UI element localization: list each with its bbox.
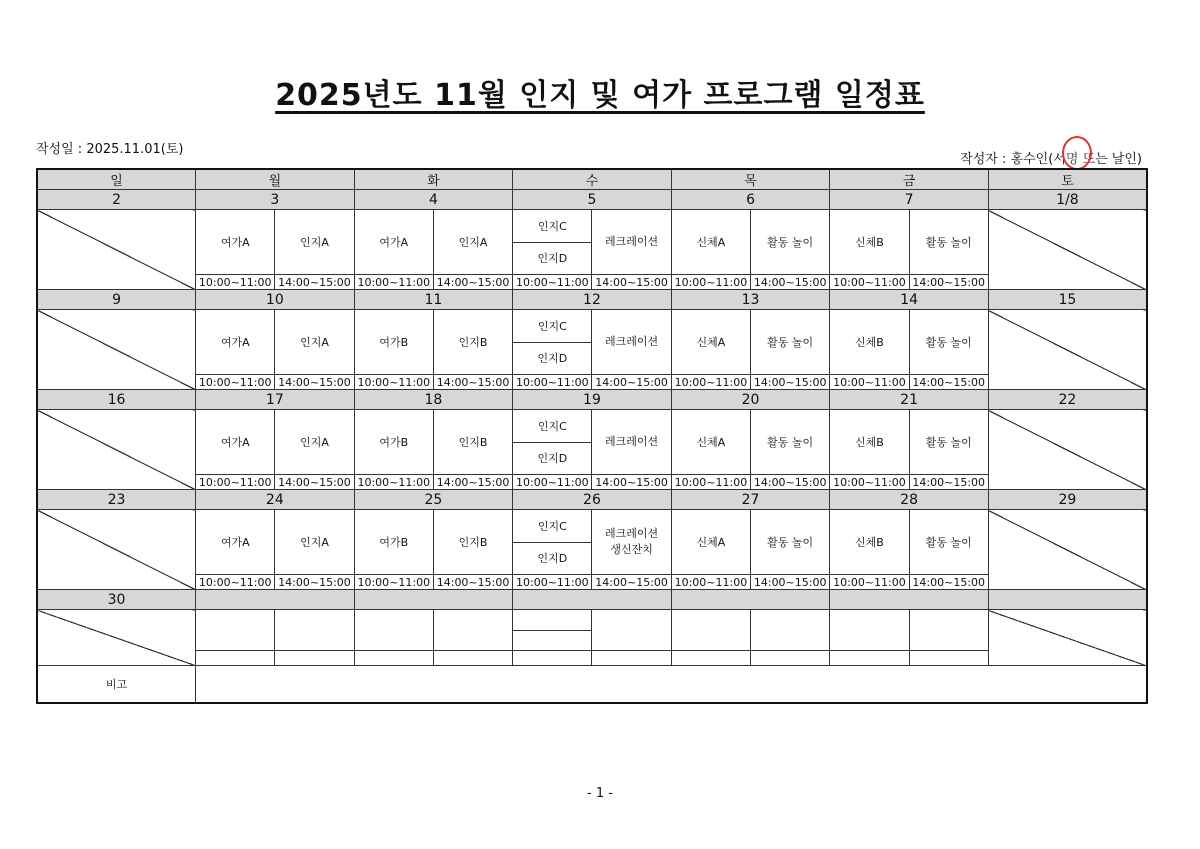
program-cell: 활동 놀이 xyxy=(751,310,830,375)
program-cell: 활동 놀이 xyxy=(751,210,830,275)
time-cell: 10:00~11:00 xyxy=(830,375,909,390)
time-cell: 14:00~15:00 xyxy=(909,475,988,490)
wed-stack xyxy=(513,610,591,650)
program-cell xyxy=(275,610,354,651)
program-cell: 신체A xyxy=(671,410,750,475)
program-cell: 인지A xyxy=(275,410,354,475)
program-cell xyxy=(196,610,275,651)
date-cell: 28 xyxy=(830,490,989,510)
date-cell: 25 xyxy=(354,490,513,510)
time-cell: 10:00~11:00 xyxy=(513,275,592,290)
time-cell: 14:00~15:00 xyxy=(275,375,354,390)
time-cell xyxy=(909,651,988,666)
seal-stamp xyxy=(1062,136,1092,170)
program-cell-split xyxy=(513,610,592,651)
page-number: - 1 - xyxy=(587,786,613,801)
program-cell: 인지C xyxy=(537,519,567,533)
program-cell xyxy=(433,610,512,651)
date-sun: 2 xyxy=(37,190,196,210)
date-cell: 7 xyxy=(830,190,989,210)
date-sun: 30 xyxy=(37,590,196,610)
time-row xyxy=(37,651,1147,666)
program-cell: 여가B xyxy=(354,510,433,575)
weekday-mon: 월 xyxy=(196,169,355,190)
program-cell: 신체B xyxy=(830,310,909,375)
date-cell: 26 xyxy=(513,490,672,510)
time-cell: 10:00~11:00 xyxy=(830,575,909,590)
program-label: 레크레이션 xyxy=(605,435,659,448)
program-label: 레크레이션 xyxy=(605,335,659,348)
date-cell xyxy=(354,590,513,610)
time-cell xyxy=(751,651,830,666)
remark-row xyxy=(37,666,1147,704)
wed-stack xyxy=(513,210,591,274)
program-cell-split xyxy=(513,410,592,475)
time-cell: 14:00~15:00 xyxy=(592,275,671,290)
date-sun: 16 xyxy=(37,390,196,410)
program-cell: 신체B xyxy=(830,410,909,475)
program-cell xyxy=(592,210,671,275)
date-cell: 3 xyxy=(196,190,355,210)
weekday-fri: 금 xyxy=(830,169,989,190)
time-row xyxy=(37,575,1147,590)
time-cell: 10:00~11:00 xyxy=(513,575,592,590)
weekday-wed: 수 xyxy=(513,169,672,190)
time-row xyxy=(37,375,1147,390)
program-cell: 인지D xyxy=(513,542,591,575)
program-cell: 신체A xyxy=(671,210,750,275)
time-cell: 10:00~11:00 xyxy=(513,475,592,490)
date-cell: 18 xyxy=(354,390,513,410)
weekday-header-row xyxy=(37,169,1147,190)
time-cell: 14:00~15:00 xyxy=(909,575,988,590)
date-cell: 13 xyxy=(671,290,830,310)
date-cell: 10 xyxy=(196,290,355,310)
time-cell: 14:00~15:00 xyxy=(909,375,988,390)
time-cell xyxy=(671,651,750,666)
program-cell: 인지D xyxy=(513,342,591,375)
program-cell xyxy=(592,410,671,475)
time-cell: 14:00~15:00 xyxy=(751,275,830,290)
empty-sunday-cell xyxy=(37,610,196,666)
date-cell: 20 xyxy=(671,390,830,410)
program-cell: 인지D xyxy=(513,242,591,275)
date-sat xyxy=(988,590,1147,610)
time-cell: 10:00~11:00 xyxy=(354,575,433,590)
date-cell xyxy=(513,590,672,610)
program-cell: 신체A xyxy=(671,510,750,575)
time-cell: 10:00~11:00 xyxy=(354,475,433,490)
date-cell xyxy=(196,590,355,610)
date-row xyxy=(37,190,1147,210)
time-cell: 14:00~15:00 xyxy=(433,375,512,390)
empty-saturday-cell xyxy=(988,610,1147,666)
time-cell: 10:00~11:00 xyxy=(513,375,592,390)
date-row xyxy=(37,290,1147,310)
program-cell: 활동 놀이 xyxy=(751,510,830,575)
time-cell: 10:00~11:00 xyxy=(354,375,433,390)
time-cell xyxy=(196,651,275,666)
program-cell xyxy=(354,610,433,651)
program-cell: 인지B xyxy=(433,410,512,475)
program-cell xyxy=(909,610,988,651)
program-cell: 여가B xyxy=(354,410,433,475)
program-cell: 활동 놀이 xyxy=(751,410,830,475)
program-cell: 여가A xyxy=(196,310,275,375)
date-row xyxy=(37,390,1147,410)
program-label: 레크레이션 xyxy=(605,527,659,540)
time-cell: 14:00~15:00 xyxy=(751,375,830,390)
empty-sunday-cell xyxy=(37,310,196,390)
program-cell: 신체B xyxy=(830,510,909,575)
program-cell: 인지A xyxy=(275,210,354,275)
time-cell: 14:00~15:00 xyxy=(433,475,512,490)
time-cell: 14:00~15:00 xyxy=(592,375,671,390)
program-cell: 인지B xyxy=(433,510,512,575)
time-cell: 14:00~15:00 xyxy=(275,575,354,590)
page-title-text: 2025년도 11월 인지 및 여가 프로그램 일정표 xyxy=(275,78,925,113)
program-cell-split xyxy=(513,310,592,375)
empty-saturday-cell xyxy=(988,510,1147,590)
time-cell: 10:00~11:00 xyxy=(671,575,750,590)
time-cell: 10:00~11:00 xyxy=(196,375,275,390)
time-cell: 14:00~15:00 xyxy=(433,575,512,590)
empty-saturday-cell xyxy=(988,410,1147,490)
program-cell: 여가A xyxy=(196,210,275,275)
program-cell: 여가A xyxy=(196,410,275,475)
program-cell: 여가A xyxy=(196,510,275,575)
weekday-thu: 목 xyxy=(671,169,830,190)
time-cell: 10:00~11:00 xyxy=(671,475,750,490)
remark-content xyxy=(196,666,1147,704)
time-cell: 10:00~11:00 xyxy=(196,475,275,490)
date-cell: 24 xyxy=(196,490,355,510)
program-cell xyxy=(592,510,671,575)
weekday-sun: 일 xyxy=(37,169,196,190)
program-cell: 신체A xyxy=(671,310,750,375)
program-cell: 활동 놀이 xyxy=(909,510,988,575)
program-cell: 여가B xyxy=(354,310,433,375)
time-cell xyxy=(830,651,909,666)
date-sun: 23 xyxy=(37,490,196,510)
program-cell: 인지D xyxy=(513,442,591,475)
time-cell: 10:00~11:00 xyxy=(196,275,275,290)
author-line: 작성자 : 홍수인(서명 또는 날인) xyxy=(960,152,1142,167)
time-cell xyxy=(275,651,354,666)
empty-sunday-cell xyxy=(37,210,196,290)
date-cell: 17 xyxy=(196,390,355,410)
time-cell: 14:00~15:00 xyxy=(751,575,830,590)
date-cell xyxy=(830,590,989,610)
program-cell: 활동 놀이 xyxy=(909,410,988,475)
program-cell-split xyxy=(513,210,592,275)
date-sat: 15 xyxy=(988,290,1147,310)
date-cell: 4 xyxy=(354,190,513,210)
wed-stack xyxy=(513,310,591,374)
time-cell xyxy=(354,651,433,666)
program-cell: 인지C xyxy=(537,319,567,333)
time-cell: 14:00~15:00 xyxy=(275,475,354,490)
time-row xyxy=(37,475,1147,490)
time-cell: 14:00~15:00 xyxy=(592,575,671,590)
created-date: 작성일 : 2025.11.01(토) xyxy=(36,142,184,157)
time-cell: 10:00~11:00 xyxy=(830,475,909,490)
time-cell xyxy=(592,651,671,666)
program-label: 생신잔치 xyxy=(610,543,653,556)
time-cell: 14:00~15:00 xyxy=(909,275,988,290)
program-cell xyxy=(592,310,671,375)
program-cell: 인지A xyxy=(275,310,354,375)
remark-label: 비고 xyxy=(37,666,196,704)
program-cell xyxy=(513,630,591,651)
program-cell xyxy=(513,610,591,630)
program-cell xyxy=(671,610,750,651)
program-row xyxy=(37,310,1147,375)
wed-stack xyxy=(513,410,591,474)
program-cell: 인지A xyxy=(433,210,512,275)
program-cell: 인지B xyxy=(433,310,512,375)
empty-sunday-cell xyxy=(37,510,196,590)
date-cell: 12 xyxy=(513,290,672,310)
program-cell xyxy=(751,610,830,651)
program-cell: 활동 놀이 xyxy=(909,310,988,375)
date-cell xyxy=(671,590,830,610)
date-cell: 19 xyxy=(513,390,672,410)
date-cell: 11 xyxy=(354,290,513,310)
page-title xyxy=(0,70,1200,114)
empty-saturday-cell xyxy=(988,210,1147,290)
time-cell xyxy=(433,651,512,666)
empty-saturday-cell xyxy=(988,310,1147,390)
time-cell: 10:00~11:00 xyxy=(671,375,750,390)
empty-sunday-cell xyxy=(37,410,196,490)
time-cell: 10:00~11:00 xyxy=(830,275,909,290)
time-cell: 10:00~11:00 xyxy=(196,575,275,590)
program-cell xyxy=(592,610,671,651)
program-row xyxy=(37,510,1147,575)
time-cell: 14:00~15:00 xyxy=(592,475,671,490)
program-row xyxy=(37,610,1147,651)
date-sat: 22 xyxy=(988,390,1147,410)
program-row xyxy=(37,210,1147,275)
program-cell: 활동 놀이 xyxy=(909,210,988,275)
time-cell xyxy=(513,651,592,666)
time-cell: 10:00~11:00 xyxy=(354,275,433,290)
program-cell: 인지C xyxy=(537,219,567,233)
schedule-table xyxy=(36,168,1148,704)
program-cell-split xyxy=(513,510,592,575)
date-cell: 14 xyxy=(830,290,989,310)
program-cell xyxy=(830,610,909,651)
time-cell: 14:00~15:00 xyxy=(751,475,830,490)
date-cell: 6 xyxy=(671,190,830,210)
date-cell: 5 xyxy=(513,190,672,210)
time-cell: 14:00~15:00 xyxy=(275,275,354,290)
date-cell: 21 xyxy=(830,390,989,410)
program-cell: 신체B xyxy=(830,210,909,275)
wed-stack xyxy=(513,510,591,574)
time-cell: 14:00~15:00 xyxy=(433,275,512,290)
program-cell: 여가A xyxy=(354,210,433,275)
date-row xyxy=(37,590,1147,610)
time-cell: 10:00~11:00 xyxy=(671,275,750,290)
program-cell: 인지C xyxy=(537,419,567,433)
date-sat: 1/8 xyxy=(988,190,1147,210)
date-row xyxy=(37,490,1147,510)
date-sat: 29 xyxy=(988,490,1147,510)
date-sun: 9 xyxy=(37,290,196,310)
weekday-sat: 토 xyxy=(988,169,1147,190)
program-cell: 인지A xyxy=(275,510,354,575)
program-label: 레크레이션 xyxy=(605,235,659,248)
program-row xyxy=(37,410,1147,475)
weekday-tue: 화 xyxy=(354,169,513,190)
date-cell: 27 xyxy=(671,490,830,510)
time-row xyxy=(37,275,1147,290)
